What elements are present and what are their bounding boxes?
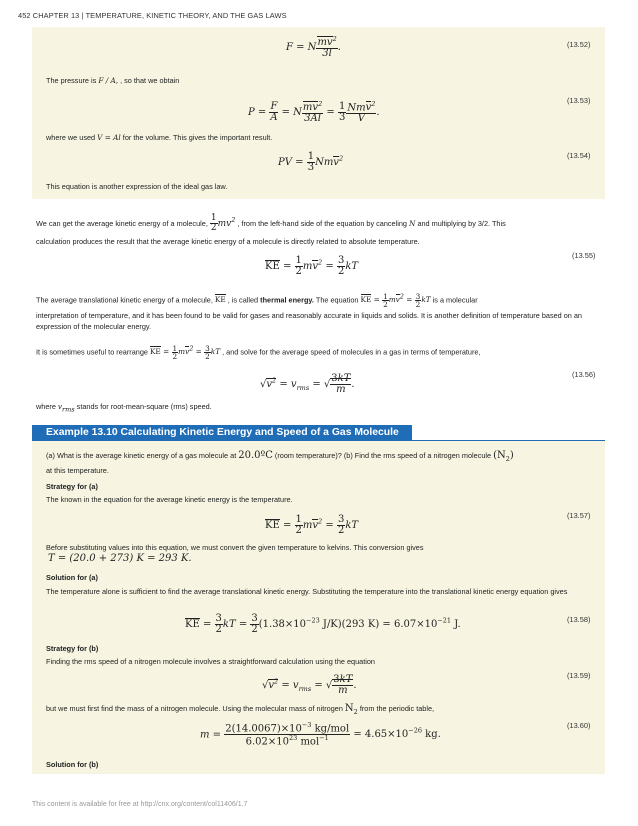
equation-13-52: F = N $\frac{mv^2}{3l}$ . <box>286 35 341 60</box>
thermal-energy-text-2: interpretation of temperature, and it has been found to be valid for gases and reasonably accurate in liquids and solids. It is another definition of temperature based on an expression of the molecular energy. <box>36 311 582 331</box>
strategy-b-title: Strategy for (b) <box>46 644 99 653</box>
equation-13-57: KE = $\frac{1}{2}$ $mv^2$ = $\frac{3}{2}$ kT <box>265 514 359 536</box>
thermal-energy-text: The average translational kinetic energy of a molecule, KE , is called thermal energy. The equation KE = $\frac{1}{2}$ $mv^2$ = $\frac{3}{2}$ kT is a molecular <box>36 291 478 309</box>
before-sub-text: Before substituting values into this equation, we must convert the given temperature to kelvins. This conversion gives <box>46 543 424 552</box>
avg-ke-text-2: calculation produces the result that the average kinetic energy of a molecule is directly related to absolute temperature. <box>36 237 420 246</box>
avg-ke-text: We can get the average kinetic energy of a molecule, $\frac{1}{2}$ $mv^2$ , from the left-hand side of the equation by canceling N and multiplying by 3/2. This <box>36 213 506 233</box>
eq-number-13-58: (13.58) <box>567 615 591 624</box>
ideal-gas-text: This equation is another expression of the ideal gas law. <box>46 182 228 191</box>
equation-13-55: KE = $\frac{1}{2}$ $mv^2$ = $\frac{3}{2}$ kT <box>265 255 359 277</box>
equation-13-54: PV = $\frac{1}{3}$ Nmv$^2$ <box>278 151 344 173</box>
where-text: where $v_{rms}$ stands for root-mean-square (rms) speed. <box>36 402 212 414</box>
eq-number-13-53: (13.53) <box>567 96 591 105</box>
eq-number-13-59: (13.59) <box>567 671 591 680</box>
mass-text: but we must first find the mass of a nitrogen molecule. Using the molecular mass of nitrogen $N_2$ from the periodic table, <box>46 703 435 716</box>
equation-13-60: m = $\frac{2(14.0067)\times 10^{-3} kg/mol}{6.02\times 10^{23} mol^{-1}}$ = $4.65\times 10^{-26}$ kg. <box>200 721 441 748</box>
eq-number-13-55: (13.55) <box>572 251 596 260</box>
eq-number-13-54: (13.54) <box>567 151 591 160</box>
temperature-conversion: T = (20.0 + 273) K = 293 K. <box>48 553 192 564</box>
equation-13-53: P = $\frac{F}{A}$ = N $\frac{mv^2}{3Al}$ = $\frac{1}{3}$ $\frac{Nmv^2}{V}$ . <box>248 100 380 125</box>
used-text: where we used V = Al for the volume. This gives the important result. <box>46 133 273 142</box>
equation-13-59: $√v^2 = v_{rms}$ = √ $\frac{3kT}{m}$ . <box>262 674 357 696</box>
rearrange-text: It is sometimes useful to rearrange KE = $\frac{1}{2}$ $mv^2$ = $\frac{3}{2}$ kT , and solve for the average speed of molecules in a gas in terms of temperature, <box>36 343 481 361</box>
example-question: (a) What is the average kinetic energy of a gas molecule at 20.0ºC (room temperature)? (b) Find the rms speed of a nitrogen molecule $(N_2)$ <box>46 450 514 463</box>
eq-number-13-56: (13.56) <box>572 370 596 379</box>
example-title: Example 13.10 Calculating Kinetic Energy and Speed of a Gas Molecule <box>32 425 412 441</box>
equation-13-56: $√v^2 = v_{rms}$ = √ $\frac{3kT}{m}$ . <box>260 373 355 395</box>
pressure-text: The pressure is F / A, , so that we obtain <box>46 76 180 85</box>
eq-number-13-60: (13.60) <box>567 721 591 730</box>
strategy-a-text: The known in the equation for the average kinetic energy is the temperature. <box>46 495 293 504</box>
eq-number-13-52: (13.52) <box>567 40 591 49</box>
equation-13-58: KE = $\frac{3}{2}$ kT = $\frac{3}{2}$ ($1.38\times 10^{-23}$ J/K)(293 $K) = 6.07\times 10^{-21}$ J. <box>185 613 461 635</box>
strategy-b-text: Finding the rms speed of a nitrogen molecule involves a straightforward calculation using the equation <box>46 657 375 666</box>
solution-a-title: Solution for (a) <box>46 573 98 582</box>
example-question-2: at this temperature. <box>46 466 109 475</box>
eq-number-13-57: (13.57) <box>567 511 591 520</box>
page-header: 452 CHAPTER 13 | TEMPERATURE, KINETIC THEORY, AND THE GAS LAWS <box>18 11 287 20</box>
strategy-a-title: Strategy for (a) <box>46 482 98 491</box>
page-footer: This content is available for free at http://cnx.org/content/col11406/1.7 <box>32 801 248 808</box>
solution-a-text: The temperature alone is sufficient to find the average translational kinetic energy. Substituting the temperature into the translational kinetic energy equation gives <box>46 587 568 596</box>
solution-b-title: Solution for (b) <box>46 760 99 769</box>
